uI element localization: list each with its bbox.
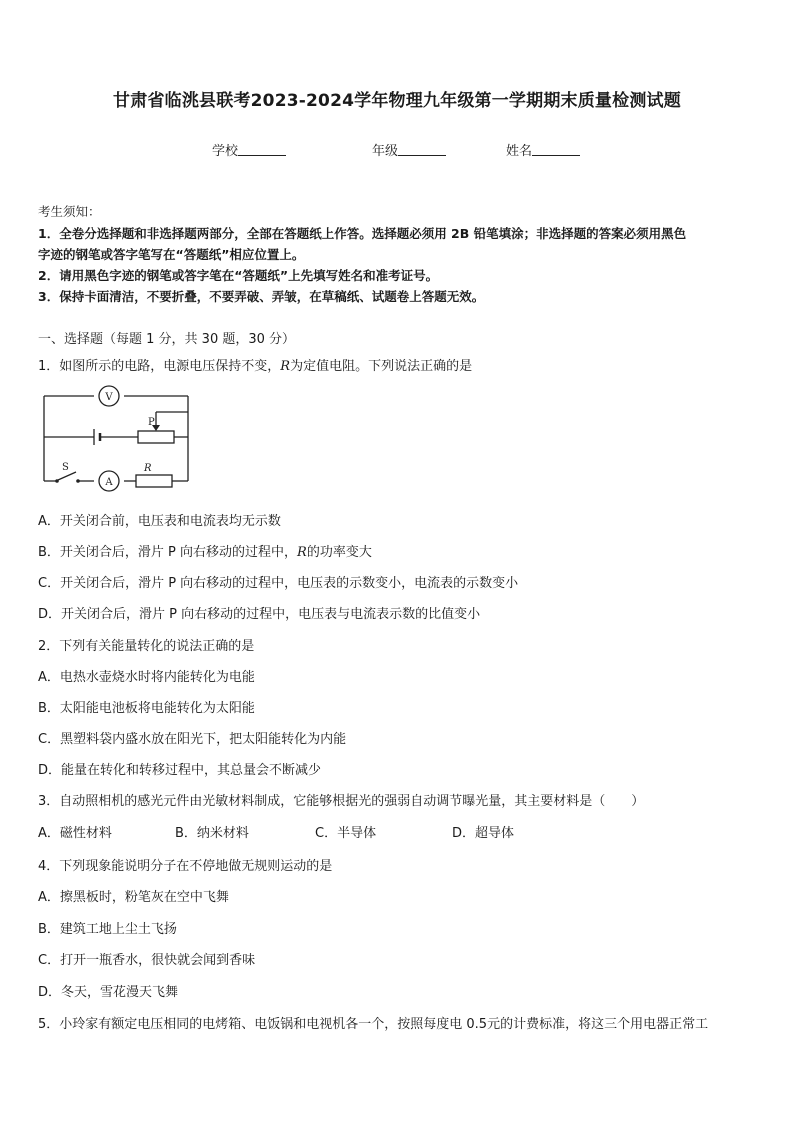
school-field[interactable] xyxy=(212,140,286,159)
resistor-label: R xyxy=(144,463,152,474)
q1-stem-var: R xyxy=(280,359,291,374)
school-label: 学校 xyxy=(212,144,239,159)
q1-stem-b: 为定值电阻。下列说法正确的是 xyxy=(290,359,473,374)
q2-option-d[interactable]: D．能量在转化和转移过程中，其总量会不断减少 xyxy=(38,763,322,778)
q2-option-b[interactable]: B．太阳能电池板将电能转化为太阳能 xyxy=(38,701,255,716)
notice-heading: 考生须知： xyxy=(38,204,101,219)
question-5-stem: 5．小玲家有额定电压相同的电烤箱、电饭锅和电视机各一个，按照每度电 0.5元的计费标准，将这三个用电器正常工 xyxy=(38,1017,709,1032)
q2-option-a[interactable]: A．电热水壶烧水时将内能转化为电能 xyxy=(38,670,255,685)
q1-option-b[interactable] xyxy=(38,541,372,560)
q2-option-c[interactable]: C．黑塑料袋内盛水放在阳光下，把太阳能转化为内能 xyxy=(38,732,347,747)
q4-option-b[interactable]: B．建筑工地上尘土飞扬 xyxy=(38,922,177,937)
q3-option-a[interactable]: A．磁性材料 xyxy=(38,826,112,841)
switch-blade xyxy=(58,472,76,480)
name-blank[interactable] xyxy=(532,143,580,156)
q3-option-c[interactable]: C．半导体 xyxy=(315,826,377,841)
section-heading: 一、选择题（每题 1 分，共 30 题，30 分） xyxy=(38,332,296,347)
question-1-stem xyxy=(38,355,472,374)
q1-b-var: R xyxy=(297,545,307,560)
q1-option-a[interactable]: A．开关闭合前，电压表和电流表均无示数 xyxy=(38,514,281,529)
q1-stem-a: 1．如图所示的电路，电源电压保持不变， xyxy=(38,359,281,374)
notice-line-3: 3．保持卡面清洁，不要折叠，不要弄破、弄皱，在草稿纸、试题卷上答题无效。 xyxy=(38,289,485,304)
grade-label: 年级 xyxy=(372,144,399,159)
question-4-stem: 4．下列现象能说明分子在不停地做无规则运动的是 xyxy=(38,859,333,874)
resistor xyxy=(136,475,172,487)
switch-contact-right xyxy=(76,479,80,483)
q1-option-d[interactable]: D．开关闭合后，滑片 P 向右移动的过程中，电压表与电流表示数的比值变小 xyxy=(38,607,481,622)
q4-option-d[interactable]: D．冬天，雪花漫天飞舞 xyxy=(38,985,179,1000)
circuit-diagram xyxy=(38,382,198,502)
switch-label: S xyxy=(62,462,69,473)
rheostat xyxy=(138,431,174,443)
name-field[interactable] xyxy=(506,140,580,159)
name-label: 姓名 xyxy=(506,144,533,159)
switch-contact-left xyxy=(55,479,59,483)
q4-option-c[interactable]: C．打开一瓶香水，很快就会闻到香味 xyxy=(38,953,256,968)
q1-b-text-b: 的功率变大 xyxy=(306,545,372,560)
grade-blank[interactable] xyxy=(398,143,446,156)
voltmeter-label: V xyxy=(105,392,113,403)
question-3-stem: 3．自动照相机的感光元件由光敏材料制成，它能够根据光的强弱自动调节曝光量，其主要材料是（ ） xyxy=(38,794,645,809)
question-2-stem: 2．下列有关能量转化的说法正确的是 xyxy=(38,639,255,654)
notice-line-2: 2．请用黑色字迹的钢笔或答字笔在“答题纸”上先填写姓名和准考证号。 xyxy=(38,268,439,283)
notice-line-1b: 字迹的钢笔或答字笔写在“答题纸”相应位置上。 xyxy=(38,247,305,262)
notice-line-1: 1．全卷分选择题和非选择题两部分，全部在答题纸上作答。选择题必须用 2B 铅笔填涂；非选择题的答案必须用黑色 xyxy=(38,226,687,241)
q1-option-c[interactable]: C．开关闭合后，滑片 P 向右移动的过程中，电压表的示数变小，电流表的示数变小 xyxy=(38,576,519,591)
slider-label: P xyxy=(148,417,155,428)
exam-title: 甘肃省临洮县联考2023-2024学年物理九年级第一学期期末质量检测试题 xyxy=(113,91,681,111)
q4-option-a[interactable]: A．擦黑板时，粉笔灰在空中飞舞 xyxy=(38,890,229,905)
grade-field[interactable] xyxy=(372,140,446,159)
q3-option-d[interactable]: D．超导体 xyxy=(452,826,515,841)
q3-option-b[interactable]: B．纳米材料 xyxy=(175,826,249,841)
ammeter-label: A xyxy=(105,477,113,488)
school-blank[interactable] xyxy=(238,143,286,156)
q1-b-text-a: B．开关闭合后，滑片 P 向右移动的过程中， xyxy=(38,545,298,560)
